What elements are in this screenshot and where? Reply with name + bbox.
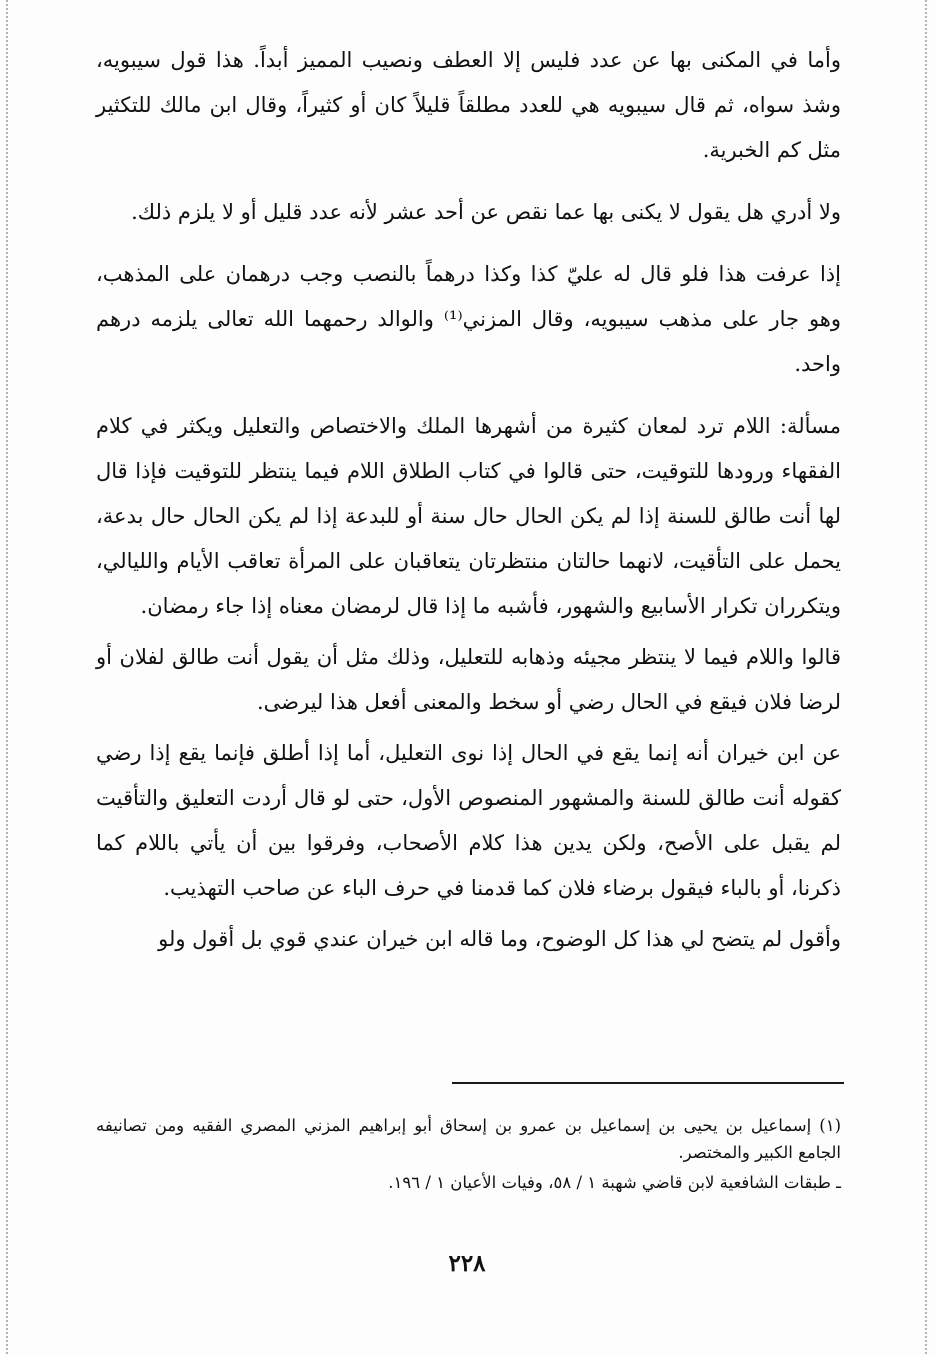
paragraph-4: مسألة: اللام ترد لمعان كثيرة من أشهرها الملك والاختصاص والتعليل ويكثر في كلام الفقهاء ورودها للتوقيت، حتى قالوا في كتاب الطلاق اللام فيما ينتظر للتوقيت فإذا قال لها أنت طالق للسنة إذا لم يكن الحال حال سنة أو للبدعة إذا لم يكن الحال حال بدعة، يحمل على التأقيت، لانهما حالتان منتظرتان يتعاقبان على المرأة تعاقب الأيام والليالي، ويتكرران تكرار الأسابيع والشهور، فأشبه ما إذا قال لرمضان معناه إذا جاء رمضان. [96,414,841,618]
scan-edge-left [6,0,8,1354]
footnote-1: (١) إسماعيل بن يحيى بن إسماعيل بن عمرو بن إسحاق أبو إبراهيم المزني المصري الفقيه ومن تصانيفه الجامع الكبير والمختصر. [96,1116,841,1162]
paragraph-6: عن ابن خيران أنه إنما يقع في الحال إذا نوى التعليل، أما إذا أطلق فإنما يقع إذا رضي كقوله أنت طالق للسنة والمشهور المنصوص الأول، حتى لو قال أردت التعليق والتأقيت لم يقبل على الأصح، ولكن يدين هذا كلام الأصحاب، وفرقوا بين أن يأتي باللام كما ذكرنا، أو بالباء فيقول برضاء فلان كما قدمنا في حرف الباء عن صاحب التهذيب. [96,741,841,900]
paragraph-3: إذا عرفت هذا فلو قال له عليّ كذا وكذا درهماً بالنصب وجب درهمان على المذهب، وهو جار على مذهب سيبويه، وقال المزني⁽¹⁾ والوالد رحمهما الله تعالى يلزمه درهم واحد. [96,262,842,376]
page-number: ٢٢٨ [448,1250,486,1277]
paragraph-1: وأما في المكنى بها عن عدد فليس إلا العطف ونصيب المميز أبداً. هذا قول سيبويه، وشذ سواه، ثم قال سيبويه هي للعدد مطلقاً قليلاً كان أو كثيراً، وقال ابن مالك للتكثير مثل كم الخبرية. [96,48,841,162]
footnote-separator [452,1082,844,1084]
main-text [96,38,841,962]
paragraph-5: قالوا واللام فيما لا ينتظر مجيئه وذهابه للتعليل، وذلك مثل أن يقول أنت طالق لفلان أو لرضا فلان فيقع في الحال رضي أو سخط والمعنى أفعل هذا ليرضى. [96,645,841,714]
scan-edge-right [925,0,927,1354]
footnotes [96,1112,841,1196]
footnote-sources: ـ طبقات الشافعية لابن قاضي شهبة ١ / ٥٨، وفيات الأعيان ١ / ١٩٦. [388,1173,841,1192]
paragraph-7: وأقول لم يتضح لي هذا كل الوضوح، وما قاله ابن خيران عندي قوي بل أقول ولو [158,927,841,951]
paragraph-2: ولا أدري هل يقول لا يكنى بها عما نقص عن أحد عشر لأنه عدد قليل أو لا يلزم ذلك. [131,200,841,224]
